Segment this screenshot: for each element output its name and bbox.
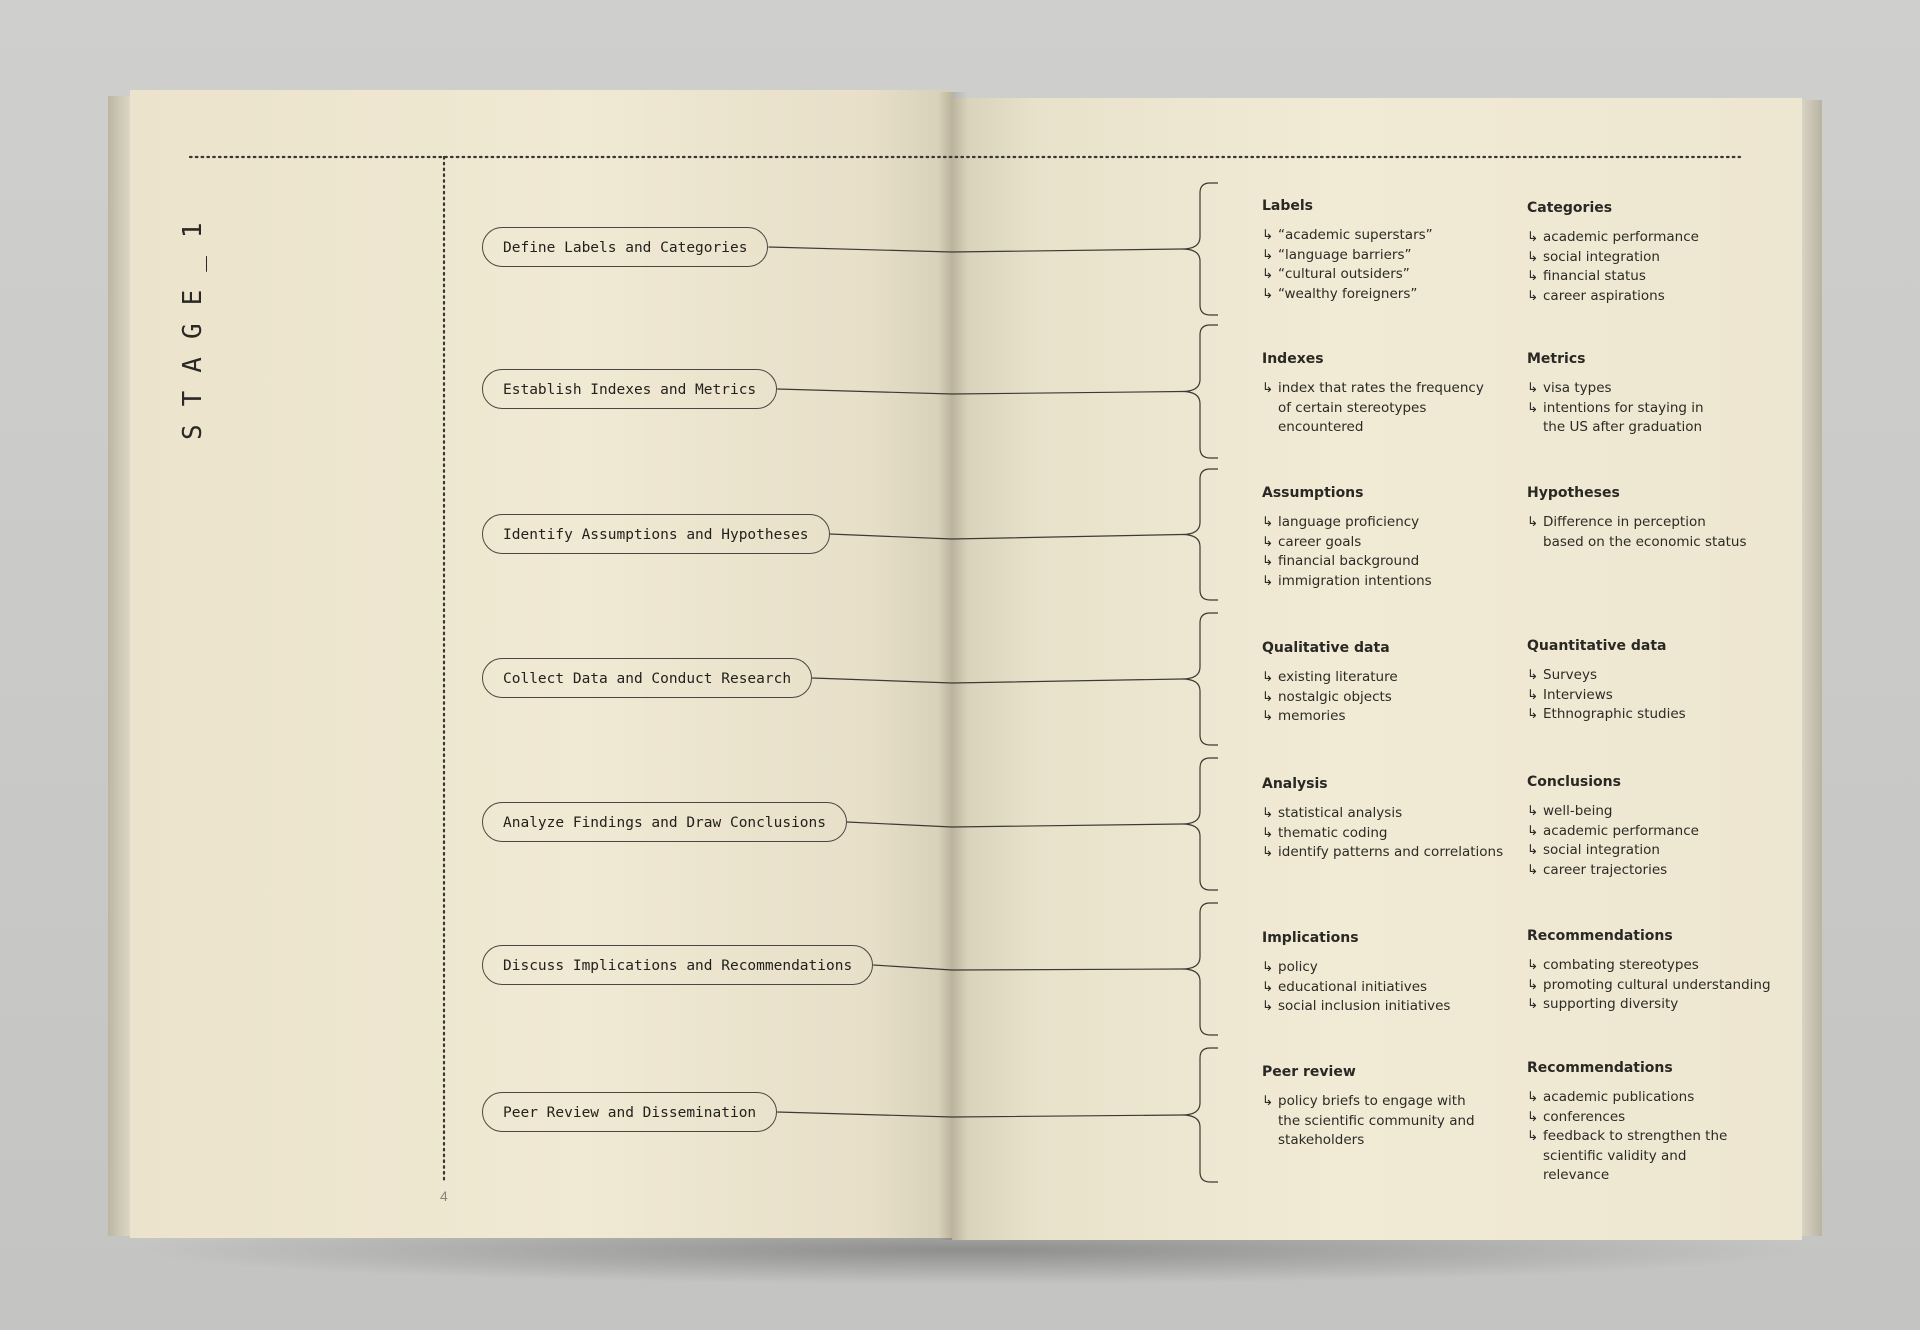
list-item: ↳ statistical analysis [1262, 804, 1522, 824]
step-pill-define-labels: Define Labels and Categories [482, 227, 768, 267]
list-item: ↳ career goals [1262, 533, 1512, 553]
list-item: ↳ “cultural outsiders” [1262, 265, 1512, 285]
list-item: ↳ “language barriers” [1262, 246, 1512, 266]
column-title: Implications [1262, 930, 1359, 946]
column-title: Metrics [1527, 351, 1586, 367]
list-item: ↳ “wealthy foreigners” [1262, 285, 1512, 305]
list-item: ↳ social integration [1527, 248, 1767, 268]
bracket [1182, 613, 1218, 745]
list-item: ↳ financial background [1262, 552, 1512, 572]
detail-column [1262, 485, 1512, 591]
step-pill-analyze-findings: Analyze Findings and Draw Conclusions [482, 802, 847, 842]
list-item: ↳ immigration intentions [1262, 572, 1512, 592]
step-pill-identify-assumptions: Identify Assumptions and Hypotheses [482, 514, 830, 554]
detail-column [1527, 351, 1727, 438]
detail-column [1527, 1060, 1752, 1186]
list-item: ↳ well-being [1527, 802, 1767, 822]
list-item: ↳ Ethnographic studies [1527, 705, 1767, 725]
column-title: Quantitative data [1527, 638, 1667, 654]
connector-line [768, 247, 1182, 252]
detail-column [1527, 485, 1747, 552]
detail-column [1527, 638, 1767, 725]
detail-column [1262, 198, 1512, 304]
list-item: ↳ social inclusion initiatives [1262, 997, 1512, 1017]
connectors [768, 183, 1218, 1182]
connector-line [873, 965, 1182, 970]
list-item: ↳ language proficiency [1262, 513, 1512, 533]
list-item: ↳ academic performance [1527, 228, 1767, 248]
list-item: ↳ financial status [1527, 267, 1767, 287]
stage-label: STAGE_1 [178, 204, 208, 440]
column-title: Recommendations [1527, 928, 1673, 944]
detail-column [1262, 640, 1512, 727]
detail-column [1527, 200, 1767, 306]
list-item: ↳ supporting diversity [1527, 995, 1787, 1015]
list-item: ↳ “academic superstars” [1262, 226, 1512, 246]
connector-line [777, 389, 1182, 394]
list-item: ↳ Surveys [1527, 666, 1767, 686]
connector-line [830, 534, 1182, 539]
list-item: ↳ academic publications [1527, 1088, 1752, 1108]
list-item: ↳ Difference in perception based on the economic status [1527, 513, 1747, 552]
list-item: ↳ nostalgic objects [1262, 688, 1512, 708]
list-item: ↳ thematic coding [1262, 824, 1522, 844]
step-pill-establish-indexes: Establish Indexes and Metrics [482, 369, 777, 409]
list-item: ↳ conferences [1527, 1108, 1752, 1128]
list-item: ↳ educational initiatives [1262, 978, 1512, 998]
list-item: ↳ identify patterns and correlations [1262, 843, 1522, 863]
column-title: Conclusions [1527, 774, 1621, 790]
list-item: ↳ policy [1262, 958, 1512, 978]
connector-line [812, 678, 1182, 683]
list-item: ↳ index that rates the frequency of certain stereotypes encountered [1262, 379, 1487, 438]
column-title: Indexes [1262, 351, 1324, 367]
list-item: ↳ memories [1262, 707, 1512, 727]
step-pill-peer-review: Peer Review and Dissemination [482, 1092, 777, 1132]
list-item: ↳ policy briefs to engage with the scientific community and stakeholders [1262, 1092, 1482, 1151]
list-item: ↳ feedback to strengthen the scientific validity and relevance [1527, 1127, 1752, 1186]
column-title: Peer review [1262, 1064, 1356, 1080]
list-item: ↳ promoting cultural understanding [1527, 976, 1787, 996]
list-item: ↳ career aspirations [1527, 287, 1767, 307]
column-title: Qualitative data [1262, 640, 1390, 656]
column-title: Recommendations [1527, 1060, 1673, 1076]
connector-line [777, 1112, 1182, 1117]
list-item: ↳ combating stereotypes [1527, 956, 1787, 976]
list-item: ↳ existing literature [1262, 668, 1512, 688]
bracket [1182, 469, 1218, 600]
detail-column [1262, 930, 1512, 1017]
column-title: Categories [1527, 200, 1613, 216]
column-title: Analysis [1262, 776, 1328, 792]
step-pill-collect-data: Collect Data and Conduct Research [482, 658, 812, 698]
bracket [1182, 903, 1218, 1035]
list-item: ↳ social integration [1527, 841, 1767, 861]
connector-line [847, 822, 1182, 827]
list-item: ↳ Interviews [1527, 686, 1767, 706]
column-title: Hypotheses [1527, 485, 1620, 501]
page-number: 4 [440, 1188, 448, 1204]
step-pill-discuss-implications: Discuss Implications and Recommendations [482, 945, 873, 985]
list-item: ↳ academic performance [1527, 822, 1767, 842]
bracket [1182, 758, 1218, 890]
list-item: ↳ intentions for staying in the US after graduation [1527, 399, 1727, 438]
list-item: ↳ visa types [1527, 379, 1727, 399]
list-item: ↳ career trajectories [1527, 861, 1767, 881]
detail-column [1262, 351, 1487, 438]
bracket [1182, 183, 1218, 315]
bracket [1182, 325, 1218, 458]
column-title: Labels [1262, 198, 1314, 214]
column-title: Assumptions [1262, 485, 1364, 501]
detail-column [1262, 1064, 1482, 1151]
bracket [1182, 1048, 1218, 1182]
detail-column [1527, 928, 1787, 1015]
detail-column [1262, 776, 1522, 863]
detail-column [1527, 774, 1767, 880]
